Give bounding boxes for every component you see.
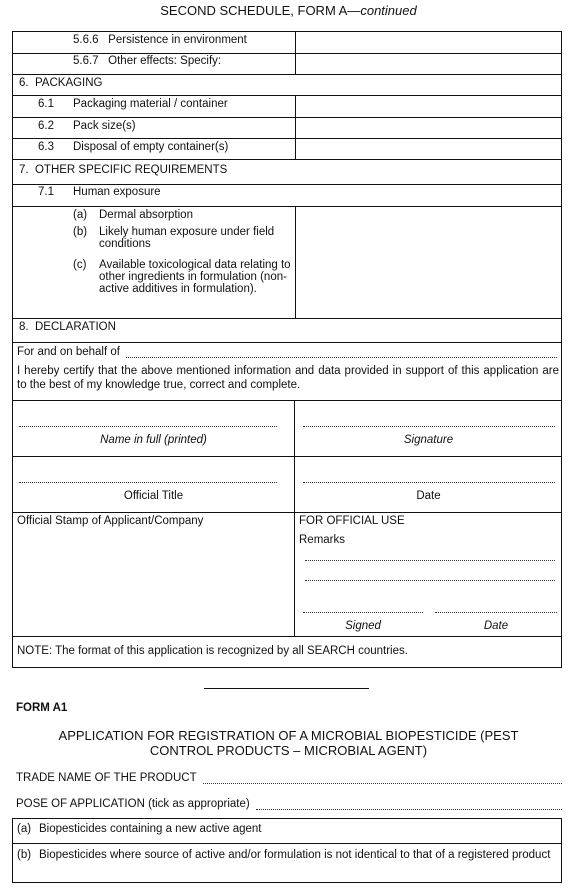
option-letter: (b) [17, 849, 32, 861]
option-letter: (a) [17, 823, 32, 835]
row-label: Pack size(s) [73, 120, 136, 132]
value-cell-6-1[interactable] [297, 96, 561, 116]
item-text: Likely human exposure under field conditions [99, 226, 275, 250]
for-behalf-input[interactable] [126, 347, 557, 358]
remarks-input-1[interactable] [305, 550, 555, 561]
row-label: Packaging material / container [73, 98, 228, 110]
remarks-label: Remarks [299, 534, 346, 546]
row-7-1 [38, 186, 161, 198]
purpose-line [16, 798, 562, 810]
date2-label: Date [483, 620, 509, 632]
item-text: Available toxicological data relating to other ingredients in formulation (non-active additives in formulation). [99, 259, 291, 295]
section-heading-packaging: 6. PACKAGING [19, 77, 103, 89]
date-label: Date [416, 490, 441, 502]
note-text: NOTE: The format of this application is recognized by all SEARCH countries. [17, 645, 408, 657]
signature-label: Signature [403, 434, 454, 446]
item-letter: (b) [73, 226, 88, 238]
header-title: SECOND SCHEDULE, FORM A [160, 3, 348, 18]
official-stamp-label: Official Stamp of Applicant/Company [17, 515, 204, 527]
for-behalf-line [17, 346, 557, 358]
row-number: 5.6.6 [73, 34, 99, 46]
item-b [73, 226, 295, 250]
option-text: Biopesticides where source of active and/or formulation is not identical to that of a registered product [39, 849, 551, 861]
option-b[interactable] [17, 849, 559, 861]
row-number: 6.1 [38, 98, 54, 110]
trade-name-label: TRADE NAME OF THE PRODUCT [16, 772, 197, 784]
requirements-table [12, 31, 562, 319]
value-cell-5-6-6[interactable] [297, 33, 561, 52]
row-number: 6.2 [38, 120, 54, 132]
section-heading-declaration: 8. DECLARATION [19, 321, 116, 333]
purpose-label: POSE OF APPLICATION (tick as appropriate) [16, 798, 250, 810]
declaration-table [12, 318, 562, 668]
purpose-input[interactable] [256, 799, 562, 810]
for-behalf-label: For and on behalf of [17, 346, 120, 358]
row-number: 5.6.7 [73, 55, 99, 67]
page-header [0, 3, 577, 18]
value-cell-6-3[interactable] [297, 139, 561, 158]
remarks-input-2[interactable] [305, 570, 555, 581]
row-label: Other effects: Specify: [108, 55, 222, 67]
form-a1-title: APPLICATION FOR REGISTRATION OF A MICROBIAL BIOPESTICIDE (PEST CONTROL PRODUCTS – MICROBIAL AGENT) [58, 728, 519, 758]
signed-label: Signed [345, 620, 381, 632]
item-letter: (a) [73, 209, 88, 221]
header-continued: —continued [347, 3, 417, 18]
item-letter: (c) [73, 259, 87, 271]
row-5-6-6 [73, 34, 247, 46]
value-cell-7-1[interactable] [297, 207, 561, 317]
value-cell-5-6-7[interactable] [297, 54, 561, 73]
section-divider [204, 688, 369, 689]
row-6-1 [38, 98, 228, 110]
row-label: Disposal of empty container(s) [73, 141, 229, 153]
item-c [73, 259, 295, 295]
value-cell-6-2[interactable] [297, 118, 561, 137]
trade-name-line [16, 772, 562, 784]
official-title-input[interactable] [19, 472, 277, 483]
row-6-2 [38, 120, 136, 132]
option-text: Biopesticides containing a new active agent [39, 823, 262, 835]
name-input[interactable] [19, 416, 277, 427]
purpose-options-table [12, 818, 562, 883]
signed-input[interactable] [303, 602, 423, 613]
certify-text: I hereby certify that the above mentioned information and data provided in support of this application are to the best of my knowledge true, correct and complete. [17, 365, 559, 391]
signature-input[interactable] [303, 416, 555, 427]
date-input[interactable] [303, 472, 555, 483]
row-label: Persistence in environment [108, 34, 247, 46]
row-number: 7.1 [38, 186, 54, 198]
option-a[interactable] [17, 823, 557, 835]
trade-name-input[interactable] [203, 773, 562, 784]
name-label: Name in full (printed) [100, 434, 207, 446]
row-6-3 [38, 141, 228, 153]
row-number: 6.3 [38, 141, 54, 153]
item-a [73, 209, 295, 221]
item-text: Dermal absorption [99, 209, 193, 221]
section-heading-other-requirements: 7. OTHER SPECIFIC REQUIREMENTS [19, 164, 228, 176]
row-label: Human exposure [73, 186, 161, 198]
form-a1-label: FORM A1 [16, 702, 68, 714]
official-use-label: FOR OFFICIAL USE [299, 515, 405, 527]
official-title-label: Official Title [123, 490, 184, 502]
date2-input[interactable] [435, 602, 557, 613]
row-5-6-7 [73, 55, 221, 67]
